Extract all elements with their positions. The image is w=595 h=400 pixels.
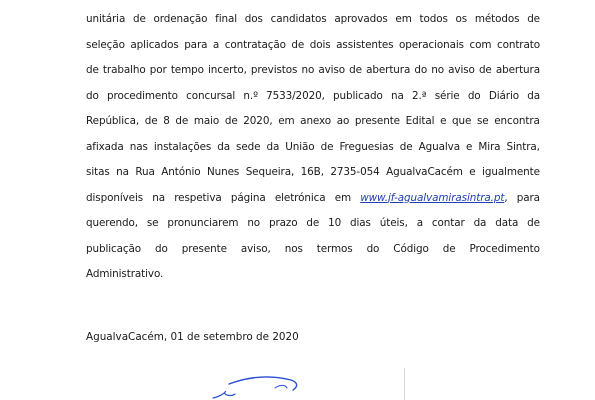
paragraph-word: final <box>215 13 238 25</box>
paragraph-word: aviso <box>448 64 475 76</box>
paragraph-word: série <box>434 89 460 102</box>
paragraph-word: unitária <box>86 13 126 25</box>
paragraph-word: com <box>469 38 492 51</box>
paragraph-line <box>86 135 540 161</box>
notice-paragraph <box>86 7 540 288</box>
page-fold-mark <box>404 368 405 400</box>
paragraph-word: sitas <box>86 166 110 178</box>
paragraph-word: República, <box>86 115 140 127</box>
paragraph-word: do <box>155 242 168 255</box>
paragraph-word: respetiva <box>174 191 222 204</box>
paragraph-word: seleção <box>86 38 125 51</box>
paragraph-word: Diário <box>488 89 519 102</box>
paragraph-word: de <box>132 13 146 25</box>
paragraph-word: operacionais <box>399 38 464 51</box>
paragraph-word: na <box>116 166 129 178</box>
paragraph-word: se <box>476 115 489 127</box>
paragraph-word: todos <box>419 13 448 25</box>
paragraph-word: aviso <box>318 64 346 76</box>
paragraph-word: presente <box>354 115 400 127</box>
paragraph-word: União <box>285 140 315 153</box>
paragraph-line <box>86 237 540 263</box>
paragraph-line <box>86 7 540 33</box>
paragraph-word: de <box>349 64 362 76</box>
paragraph-line <box>86 186 540 212</box>
paragraph-word: de <box>527 217 540 229</box>
paragraph-word: eletrónica <box>274 191 326 204</box>
paragraph-word: na <box>390 89 404 102</box>
paragraph-word: ao <box>336 115 350 127</box>
paragraph-word: aprovados <box>334 13 388 25</box>
paragraph-word: afixada <box>86 140 124 153</box>
paragraph-word: 2020, <box>243 115 273 127</box>
paragraph-word: de <box>442 242 456 255</box>
paragraph-word: Agualva <box>418 140 460 153</box>
paragraph-word: de <box>224 115 238 127</box>
link-comma: , <box>504 191 508 204</box>
paragraph-word: instalações <box>153 140 212 153</box>
paragraph-word: da <box>527 89 540 102</box>
paragraph-word: Rua <box>135 166 155 178</box>
paragraph-word: Sequeira, <box>245 166 295 178</box>
paragraph-word: assistentes <box>336 38 394 51</box>
paragraph-word: de <box>144 115 158 127</box>
paragraph-word: 2.ª <box>411 89 427 102</box>
paragraph-word: publicado <box>333 89 383 102</box>
paragraph-word: abertura <box>366 64 411 76</box>
paragraph-word: do <box>86 89 99 102</box>
paragraph-word: encontra <box>494 115 540 127</box>
paragraph-word: pronunciarem <box>167 217 239 229</box>
paragraph-line <box>86 58 540 84</box>
paragraph-word: na <box>152 191 166 204</box>
paragraph-word: da <box>473 217 487 229</box>
paragraph-word: presente <box>181 242 227 255</box>
paragraph-word: do <box>414 64 428 76</box>
paragraph-word: querendo, <box>86 217 138 229</box>
paragraph-word: aplicados <box>130 38 179 51</box>
paragraph-word: 8 <box>163 115 170 127</box>
paragraph-word: de <box>320 140 334 153</box>
paragraph-word: página <box>230 191 266 204</box>
paragraph-line <box>86 84 540 110</box>
paragraph-word: igualmente <box>482 166 540 178</box>
paragraph-word: n.º <box>243 89 258 102</box>
paragraph-word: abertura <box>495 64 540 76</box>
paragraph-word: para <box>184 38 208 51</box>
paragraph-word: da <box>266 140 280 153</box>
paragraph-word: Sintra, <box>506 140 540 153</box>
paragraph-line <box>86 211 540 237</box>
paragraph-word: métodos <box>474 13 520 25</box>
website-link[interactable]: www.jf-agualvamirasintra.pt <box>360 191 505 204</box>
paragraph-word: nas <box>129 140 148 153</box>
paragraph-word: úteis, <box>379 217 408 229</box>
paragraph-word: Administrativo. <box>86 268 164 280</box>
paragraph-word: AgualvaCacém <box>386 166 463 178</box>
paragraph-word: de <box>399 140 413 153</box>
paragraph-word: por <box>149 64 167 76</box>
paragraph-word: anexo <box>300 115 332 127</box>
paragraph-word: de <box>175 115 189 127</box>
paragraph-word: incerto, <box>208 64 247 76</box>
paragraph-word: e <box>469 166 476 178</box>
paragraph-word: da <box>217 140 230 153</box>
paragraph-word: de <box>86 64 99 76</box>
paragraph-word: e <box>440 115 447 127</box>
paragraph-word: do <box>366 242 380 255</box>
paragraph-word: António <box>161 166 201 178</box>
paragraph-word: a <box>212 38 220 51</box>
paragraph-word: no <box>431 64 444 76</box>
paragraph-word: de <box>291 38 305 51</box>
paragraph-word: Código <box>393 242 429 255</box>
paragraph-word: do <box>467 89 481 102</box>
paragraph-line <box>86 262 540 288</box>
handwritten-signature <box>205 370 325 400</box>
paragraph-word: em <box>278 115 295 127</box>
paragraph-word: de <box>527 13 540 25</box>
paragraph-word: Mira <box>478 140 501 153</box>
paragraph-word: dos <box>244 13 263 25</box>
paragraph-word: contar <box>431 217 465 229</box>
paragraph-word: procedimento <box>107 89 178 102</box>
paragraph-word: maio <box>193 115 220 127</box>
paragraph-word: Procedimento <box>469 242 540 255</box>
paragraph-word: disponíveis <box>86 191 144 204</box>
paragraph-word: que <box>452 115 472 127</box>
paragraph-word: de <box>306 217 320 229</box>
paragraph-word: no <box>301 64 315 76</box>
paragraph-word: os <box>455 13 468 25</box>
paragraph-word: ordenação <box>153 13 208 25</box>
paragraph-word: dias <box>350 217 371 229</box>
paragraph-word: Freguesias <box>339 140 394 153</box>
paragraph-line <box>86 33 540 59</box>
paragraph-word: sede <box>236 140 261 153</box>
paragraph-line <box>86 109 540 135</box>
paragraph-word: previstos <box>250 64 298 76</box>
paragraph-word: de <box>478 64 492 76</box>
paragraph-word: concursal <box>186 89 236 102</box>
paragraph-word: publicação <box>86 242 142 255</box>
paragraph-word: nos <box>284 242 303 255</box>
paragraph-word: 7533/2020, <box>266 89 325 102</box>
paragraph-word: 16B, <box>300 166 324 178</box>
paragraph-word: no <box>247 217 261 229</box>
paragraph-word: dois <box>309 38 331 51</box>
paragraph-word: a <box>416 217 423 229</box>
paragraph-word: trabalho <box>102 64 146 76</box>
paragraph-word: termos <box>316 242 353 255</box>
place-date-line: AgualvaCacém, 01 de setembro de 2020 <box>86 331 299 343</box>
paragraph-word: candidatos <box>270 13 327 25</box>
paragraph-word: para <box>516 191 540 204</box>
paragraph-word: contratação <box>224 38 286 51</box>
paragraph-word: aviso, <box>240 242 271 255</box>
paragraph-word: em <box>334 191 352 204</box>
paragraph-word: data <box>495 217 519 229</box>
paragraph-word: e <box>466 140 473 153</box>
website-link-word <box>360 186 507 212</box>
paragraph-word: tempo <box>170 64 204 76</box>
paragraph-word: 2735-054 <box>330 166 380 178</box>
paragraph-word: Nunes <box>206 166 240 178</box>
paragraph-word: Edital <box>405 115 435 127</box>
paragraph-word: se <box>146 217 159 229</box>
paragraph-word: em <box>395 13 412 25</box>
paragraph-word: prazo <box>268 217 298 229</box>
paragraph-line <box>86 160 540 186</box>
paragraph-word: contrato <box>496 38 540 51</box>
paragraph-word: 10 <box>328 217 342 229</box>
